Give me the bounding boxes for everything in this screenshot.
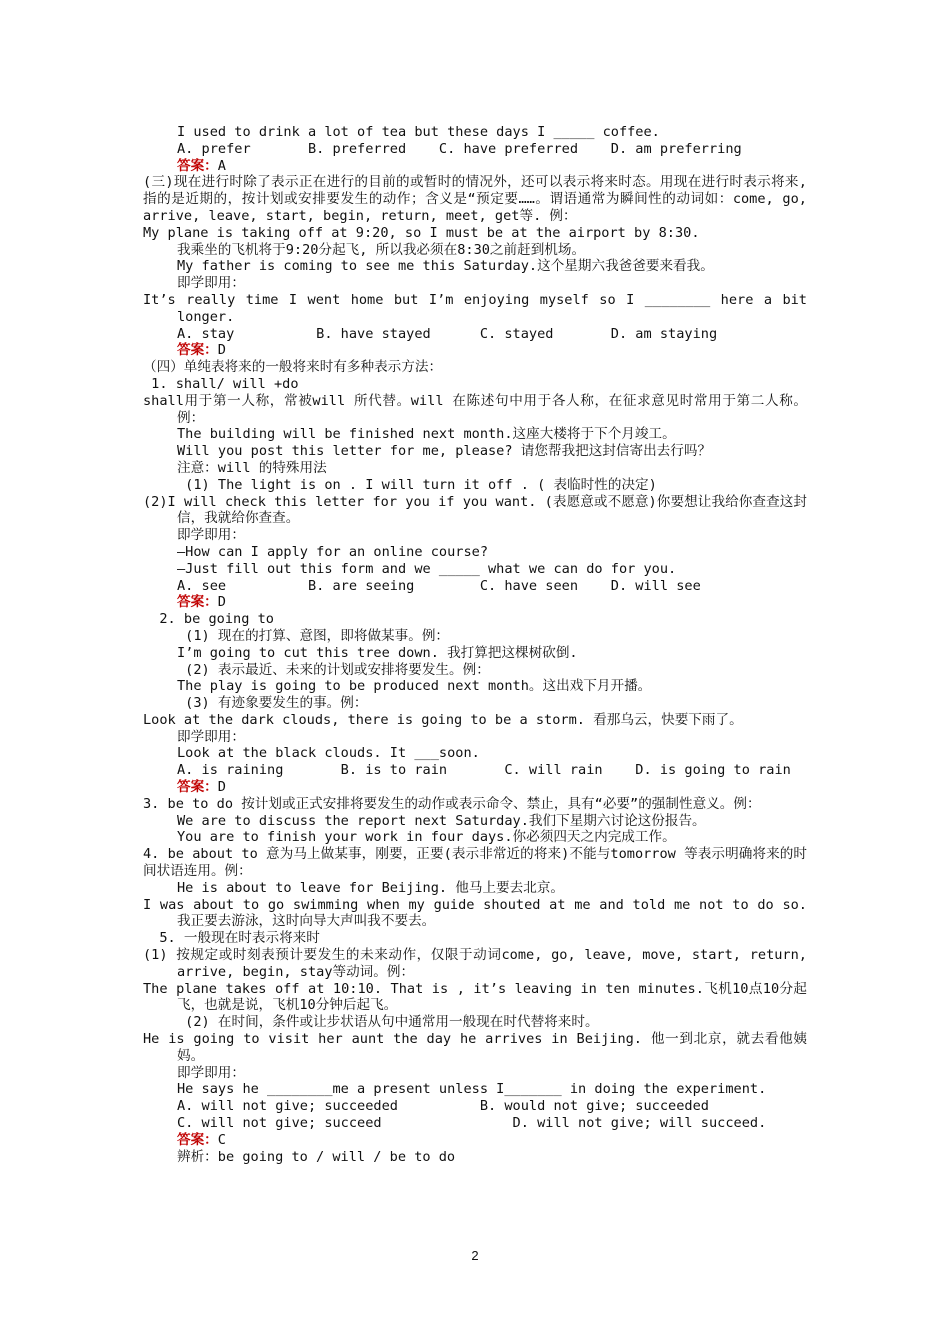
text-line: A. will not give; succeeded B. would not give; succeeded [177,1098,709,1115]
text-line: We are to discuss the report next Saturday.我们下星期六讨论这份报告。 [177,812,706,829]
text-line: (2)I will check this letter for you if you want. (表愿意或不愿意)你要想让我给你查查这封信，我就给你查查。 [143,493,807,527]
text-line: A. is raining B. is to rain C. will rain D. is going to rain [177,762,791,779]
text-line: I’m going to cut this tree down. 我打算把这棵树砍倒. [177,644,578,661]
text-line: I was about to go swimming when my guide shouted at me and told me not to do so.我正要去游泳，这时向导大声叫我不要去。 [143,896,807,930]
text-line: (2) 表示最近、未来的计划或安排将要发生。例： [177,661,490,678]
text-line: A. prefer B. preferred C. have preferred D. am preferring [177,140,742,157]
text-line: 我乘坐的飞机将于9:20分起飞, 所以我必须在8:30之前赶到机场。 [177,241,586,258]
text-line: The play is going to be produced next month。这出戏下月开播。 [177,678,652,695]
answer-value: D [217,342,226,359]
answer-label: 答案： [177,342,218,359]
answer-value: C [217,1131,226,1148]
text-line: Will you post this letter for me, please? 请您帮我把这封信寄出去行吗？ [177,443,712,460]
answer-line [143,1132,807,1149]
text-line: He is about to leave for Beijing. 他马上要去北京。 [177,879,565,896]
answer-line [143,158,807,175]
text-line: (三)现在进行时除了表示正在进行的目前的或暂时的情况外，还可以表示将来时态。用现在进行时表示将来, 指的是近期的，按计划或安排要发生的动作；含义是“预定要……。谓语通常为瞬间性的动词如：come, go, arrive, leave, start, begin, return, meet, get等. 例： [143,174,807,224]
answer-line [143,779,807,796]
text-line: He is going to visit her aunt the day he arrives in Beijing. 他一到北京，就去看他姨妈。 [143,1031,807,1064]
answer-label: 答案： [177,157,218,174]
text-line: Look at the dark clouds, there is going to be a storm. 看那乌云，快要下雨了。 [143,711,743,728]
text-line: (1) 按规定或时刻表预计要发生的未来动作，仅限于动词come, go, leave, move, start, return, arrive, begin, stay等动词。例： [143,947,807,980]
answer-value: D [217,594,226,611]
text-line: (3) 有迹象要发生的事。例： [177,695,368,712]
text-line: C. will not give; succeed D. will not give; will succeed. [177,1115,767,1132]
text-line: 1. shall/ will +do [143,375,299,392]
answer-label: 答案： [177,1131,218,1148]
text-line: 即学即用： [177,728,245,745]
text-line: My father is coming to see me this Saturday.这个星期六我爸爸要来看我。 [177,258,714,275]
text-line: 5. 一般现在时表示将来时 [143,930,320,947]
text-line: —Just fill out this form and we _____ what we can do for you. [177,560,677,577]
text-line: 2. be going to [143,611,274,628]
text-line: It’s really time I went home but I’m enjoying myself so I ________ here a bit longer. [143,291,807,325]
text-line: A. see B. are seeing C. have seen D. will see [177,577,701,594]
text-line: 即学即用： [177,1064,245,1081]
answer-label: 答案： [177,779,218,796]
answer-value: A [217,157,226,174]
text-line: The plane takes off at 10:10. That is , it’s leaving in ten minutes.飞机10点10分起飞，也就是说，飞机10分钟后起飞。 [143,980,807,1014]
text-line: (1) The light is on . I will turn it off . ( 表临时性的决定) [177,476,657,493]
text-line: Look at the black clouds. It ___soon. [177,745,480,762]
text-line: He says he ________me a present unless I_______ in doing the experiment. [177,1081,767,1098]
text-line: A. stay B. have stayed C. stayed D. am staying [177,325,718,342]
answer-line [143,342,807,359]
text-line: 辨析：be going to / will / be to do [177,1148,456,1165]
text-line: (2) 在时间，条件或让步状语从句中通常用一般现在时代替将来时。 [177,1014,599,1031]
text-line: 即学即用： [177,527,245,544]
text-line: （四）单纯表将来的一般将来时有多种表示方法： [143,359,443,376]
text-line: You are to finish your work in four days.你必须四天之内完成工作。 [177,829,676,846]
answer-label: 答案： [177,594,218,611]
text-line: 3. be to do 按计划或正式安排将要发生的动作或表示命令、禁止，具有“必要”的强制性意义。例： [143,795,761,812]
text-line: 注意：will 的特殊用法 [177,459,327,476]
text-line: —How can I apply for an online course? [177,543,488,560]
document-body [143,124,807,1165]
text-line: shall用于第一人称，常被will 所代替。will 在陈述句中用于各人称，在征求意见时常用于第二人称。例： [143,392,807,426]
page-number: 2 [471,1248,479,1263]
answer-line [143,594,807,611]
text-line: (1) 现在的打算、意图，即将做某事。例： [177,627,450,644]
text-line: 即学即用： [177,275,245,292]
text-line: 4. be about to 意为马上做某事，刚要，正要(表示非常近的将来)不能与tomorrow 等表示明确将来的时间状语连用。例： [143,846,807,880]
answer-value: D [217,779,226,796]
text-line: The building will be finished next month.这座大楼将于下个月竣工。 [177,426,676,443]
text-line: I used to drink a lot of tea but these days I _____ coffee. [177,124,660,140]
text-line: My plane is taking off at 9:20, so I must be at the airport by 8:30. [143,224,700,241]
